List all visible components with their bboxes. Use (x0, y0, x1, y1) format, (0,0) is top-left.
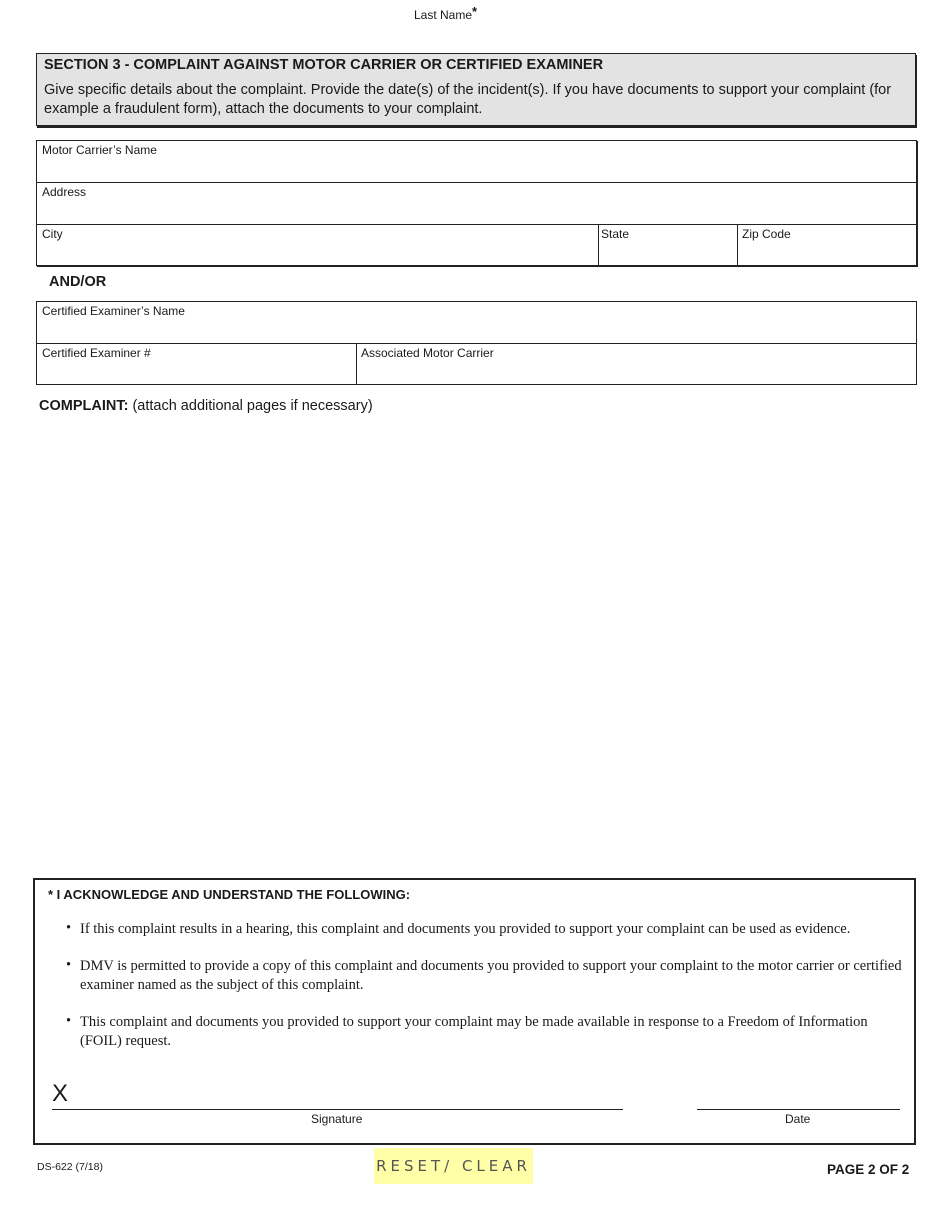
associated-carrier-label: Associated Motor Carrier (361, 346, 494, 360)
signature-label: Signature (311, 1112, 363, 1126)
required-marker: * (472, 4, 478, 19)
city-cell (37, 225, 599, 265)
state-cell (599, 225, 738, 265)
address-label: Address (42, 185, 87, 199)
signature-line[interactable] (52, 1109, 623, 1110)
zip-cell (738, 225, 916, 265)
bullet-icon: • (66, 1013, 72, 1029)
section-title: SECTION 3 - COMPLAINT AGAINST MOTOR CARRIER OR CERTIFIED EXAMINER (44, 57, 604, 73)
carrier-name-input[interactable] (41, 161, 912, 179)
section-description: Give specific details about the complaint. Provide the date(s) of the incident(s). If you have documents to support your complaint (for example a fraudulent form), attach the documents to your complaint. (44, 82, 892, 117)
acknowledgement-title: * I ACKNOWLEDGE AND UNDERSTAND THE FOLLOWING: (48, 887, 411, 902)
associated-carrier-input[interactable] (361, 363, 912, 381)
complaint-label: COMPLAINT: (attach additional pages if necessary) (39, 398, 373, 414)
bullet-icon: • (66, 920, 72, 936)
examiner-name-input[interactable] (41, 322, 912, 340)
and-or-label: AND/OR (49, 274, 107, 290)
acknowledgement-item: This complaint and documents you provided to support your complaint may be made available in response to a Freedom of Information (FOIL) request. (80, 1014, 868, 1049)
reset-clear-button[interactable]: RESET/ CLEAR (374, 1148, 533, 1184)
examiner-name-cell (37, 302, 916, 344)
acknowledgement-item: If this complaint results in a hearing, this complaint and documents you provided to support your complaint can be used as evidence. (80, 921, 851, 937)
page-number: PAGE 2 OF 2 (827, 1162, 910, 1177)
date-line[interactable] (697, 1109, 900, 1110)
state-label: State (601, 227, 630, 241)
examiner-number-input[interactable] (41, 363, 352, 381)
examiner-number-cell (37, 344, 357, 384)
last-name-label: Last Name* (414, 4, 478, 22)
form-number: DS-622 (7/18) (37, 1161, 103, 1173)
complaint-textarea[interactable] (36, 420, 916, 860)
zip-label: Zip Code (742, 227, 791, 241)
address-cell (37, 183, 916, 225)
complaint-hint: (attach additional pages if necessary) (132, 398, 373, 414)
acknowledgement-box (33, 878, 916, 1145)
examiner-name-label: Certified Examiner’s Name (42, 304, 185, 318)
bullet-icon: • (66, 957, 72, 973)
motor-carrier-fields (36, 140, 917, 266)
signature-x-mark: X (52, 1080, 69, 1107)
carrier-name-cell (37, 141, 916, 183)
certified-examiner-fields (36, 301, 917, 385)
examiner-number-label: Certified Examiner # (42, 346, 151, 360)
city-input[interactable] (41, 244, 594, 262)
associated-carrier-cell (357, 344, 916, 384)
address-input[interactable] (41, 203, 912, 221)
date-label: Date (785, 1112, 811, 1126)
acknowledgement-item: DMV is permitted to provide a copy of this complaint and documents you provided to support your complaint to the motor carrier or certified examiner named as the subject of this complaint. (80, 958, 902, 993)
carrier-name-label: Motor Carrier’s Name (42, 143, 157, 157)
zip-input[interactable] (742, 244, 912, 262)
city-label: City (42, 227, 63, 241)
state-input[interactable] (603, 244, 733, 262)
